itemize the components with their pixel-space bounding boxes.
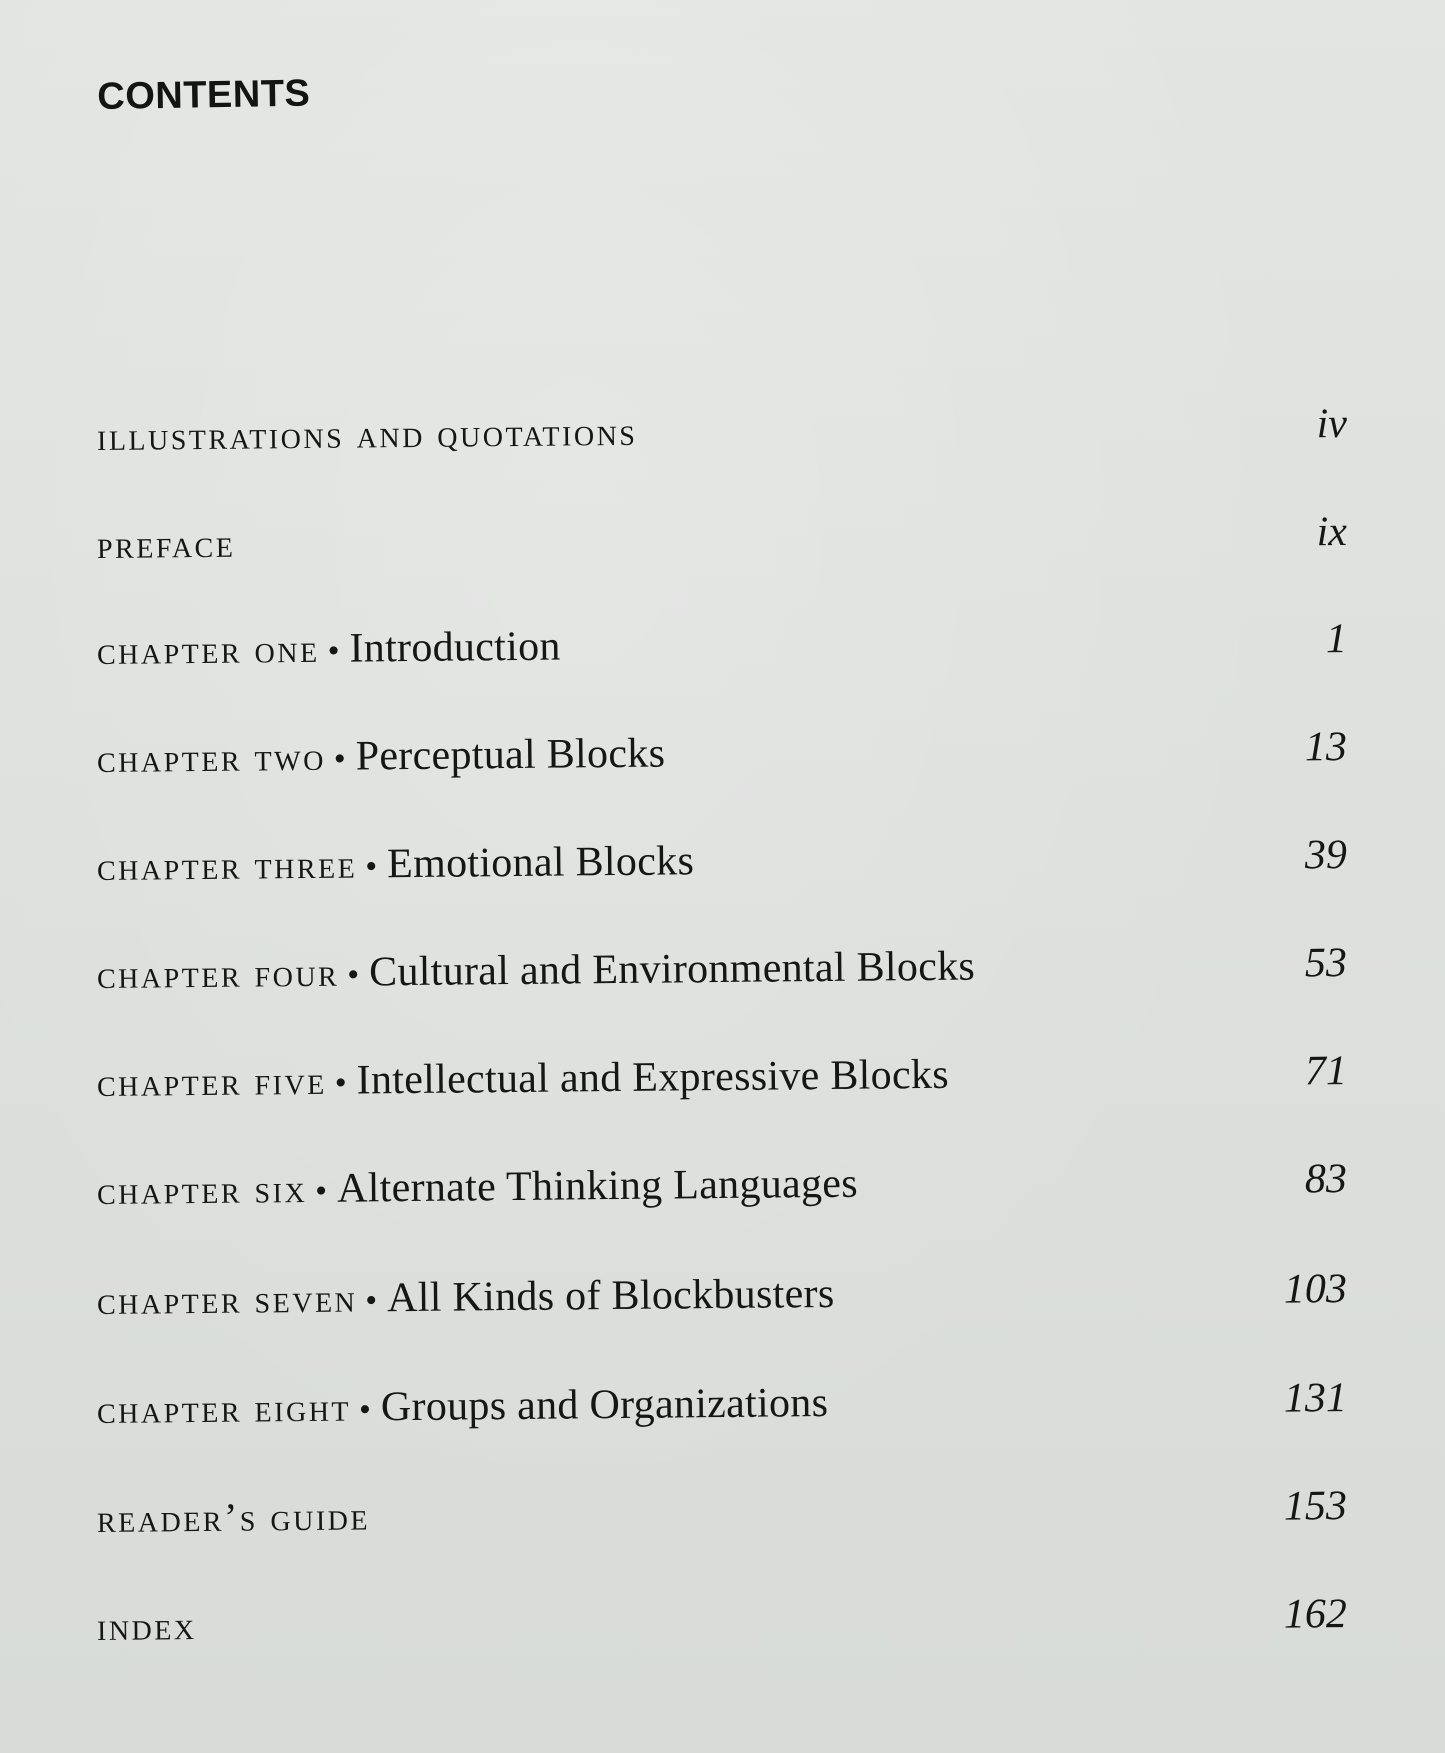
toc-entry-illustrations: [97, 396, 1348, 468]
entry-prefix: chapter eight: [96, 1384, 352, 1432]
bullet-separator: •: [365, 848, 378, 886]
toc-entry-preface: [97, 504, 1348, 576]
entry-title: Emotional Blocks: [386, 838, 695, 888]
page-number: 153: [1283, 1483, 1348, 1530]
entry-title: Introduction: [349, 623, 561, 672]
toc-entry-label: [97, 1379, 829, 1434]
bullet-separator: •: [334, 1064, 347, 1102]
toc-entry-index: [97, 1586, 1348, 1658]
toc-entry-chapter-seven: [97, 1261, 1348, 1333]
toc-entry-label: [97, 1160, 858, 1215]
entry-title: Groups and Organizations: [380, 1379, 829, 1431]
entry-prefix: chapter five: [96, 1057, 327, 1105]
toc-entry-chapter-five: [97, 1043, 1348, 1115]
entry-prefix: reader’s guide: [96, 1493, 371, 1541]
toc-entry-label: [97, 943, 976, 999]
entry-prefix: chapter six: [96, 1165, 308, 1213]
toc-entry-label: [97, 1051, 949, 1107]
bullet-separator: •: [315, 1172, 328, 1210]
page-number: iv: [1316, 401, 1348, 448]
page-number: 71: [1304, 1048, 1348, 1095]
page-number: 39: [1304, 832, 1348, 879]
page-number: 13: [1304, 724, 1348, 771]
bullet-separator: •: [333, 740, 346, 778]
page-number: 131: [1283, 1375, 1348, 1422]
toc-entry-label: [97, 1602, 197, 1650]
entry-prefix: chapter seven: [96, 1275, 358, 1323]
entry-prefix: chapter two: [96, 733, 327, 781]
entry-prefix: preface: [96, 520, 236, 567]
entry-title: Perceptual Blocks: [355, 730, 666, 780]
entry-title: Cultural and Environmental Blocks: [368, 943, 976, 996]
entry-prefix: chapter three: [96, 841, 358, 889]
toc-entry-chapter-two: [97, 719, 1348, 791]
bullet-separator: •: [358, 1391, 372, 1429]
bullet-separator: •: [327, 632, 340, 670]
entry-title: All Kinds of Blockbusters: [386, 1270, 835, 1322]
toc-entry-label: [97, 408, 638, 460]
toc-entry-label: [97, 1270, 835, 1325]
entry-prefix: index: [96, 1603, 197, 1649]
page-number: 162: [1283, 1591, 1348, 1638]
toc-entry-chapter-one: [97, 611, 1348, 683]
entry-title: Intellectual and Expressive Blocks: [356, 1051, 950, 1104]
toc-entry-chapter-eight: [97, 1370, 1348, 1442]
toc-entry-chapter-six: [97, 1151, 1348, 1223]
toc-entry-label: [97, 623, 561, 675]
toc-entry-label: [97, 730, 666, 783]
bullet-separator: •: [365, 1282, 378, 1320]
entry-title: Alternate Thinking Languages: [336, 1160, 859, 1212]
page-number: 53: [1304, 940, 1348, 987]
entry-prefix: chapter four: [96, 949, 340, 997]
table-of-contents: [97, 0, 1347, 1753]
toc-entry-label: [97, 837, 695, 891]
page-number: 103: [1283, 1266, 1348, 1313]
toc-entry-chapter-four: [97, 935, 1348, 1007]
contents-heading: CONTENTS: [97, 72, 311, 118]
toc-entry-readers-guide: [97, 1478, 1348, 1550]
entry-prefix: chapter one: [96, 625, 320, 673]
toc-entry-label: [97, 520, 236, 568]
toc-entry-chapter-three: [97, 827, 1348, 899]
page-number: 83: [1304, 1156, 1348, 1203]
bullet-separator: •: [347, 956, 360, 994]
page-number: 1: [1325, 616, 1348, 663]
page-number: ix: [1316, 509, 1348, 556]
toc-entry-label: [97, 1492, 370, 1542]
entry-prefix: illustrations and quotations: [96, 408, 638, 459]
